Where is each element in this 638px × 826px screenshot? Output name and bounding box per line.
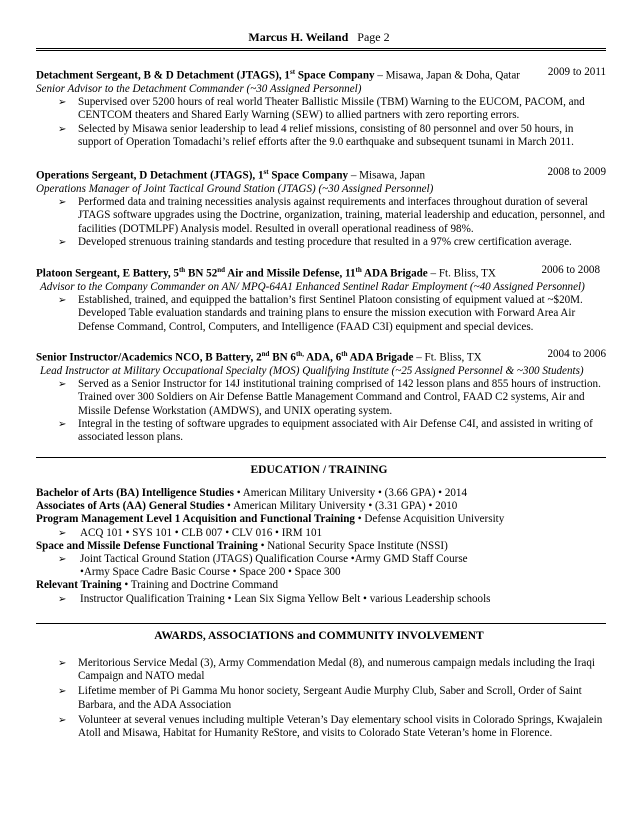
section-rule [36,457,606,458]
arrow-bullet-icon: ➢ [58,97,67,109]
arrow-bullet-icon: ➢ [58,593,67,605]
job-title-cont: BN 6 [269,351,296,364]
arrow-bullet-icon: ➢ [58,714,67,726]
ordinal: nd [217,266,226,274]
job-title: Platoon Sergeant, E Battery, 5 [36,267,179,280]
list-item [36,236,608,249]
bullet-text: Selected by Misawa senior leadership to lead 4 relief missions, consisting of 80 personnel and over 50 hours, in support of Operation Tomadachi’s relief efforts after the 9.0 earthquake and subsequent tsunami in March 2011. [78,122,574,148]
awards-section [36,657,608,740]
list-item [36,714,608,740]
ordinal: th, [295,350,304,358]
course-list: Instructor Qualification Training • Lean Six Sigma Yellow Belt • various Leadership schools [80,592,491,605]
header-rule [36,48,606,51]
bullet-text: Developed strenuous training standards and testing procedure that resulted in a 97% crew certification average. [78,235,572,248]
job-title-cont: BN 52 [185,267,218,280]
header-name: Marcus H. Weiland [248,30,349,44]
training-courses [36,593,608,606]
degree-details: • American Military University • (3.66 GPA) • 2014 [233,487,468,499]
arrow-bullet-icon: ➢ [58,554,67,566]
course-list: Joint Tactical Ground Station (JTAGS) Qualification Course •Army GMD Staff Course [80,553,468,566]
job-dates: 2008 to 2009 [547,166,606,178]
job-dates: 2004 to 2006 [547,348,606,360]
degree-details: • American Military University • (3.31 GPA) • 2010 [224,500,458,513]
job-location: – Misawa, Japan [348,169,426,182]
degree-title: Associates of Arts (AA) General Studies [36,500,225,513]
list-item [36,96,608,122]
training-courses [36,527,608,540]
degree-aa [36,500,608,513]
job-title-line [36,348,608,365]
list-item [36,294,608,334]
job-location: – Ft. Bliss, TX [413,351,482,364]
training-title: Relevant Training [36,579,122,592]
ordinal: th [341,350,348,358]
job-entry-1 [36,66,608,149]
job-title-cont: ADA, 6 [303,351,342,364]
arrow-bullet-icon: ➢ [58,236,67,248]
bullet-text: Served as a Senior Instructor for 14J institutional training comprised of 142 lesson plans and 855 hours of instruction. Trained over 300 Soldiers on Air Defense Battle Management Command and Control, FAAD C2 systems, Air and Missile Defense Workstation (AMDWS), and UNIX operating system. [78,378,601,417]
arrow-bullet-icon: ➢ [58,686,67,698]
list-item [36,657,608,683]
arrow-bullet-icon: ➢ [58,658,67,669]
list-item [36,378,608,418]
training-relevant [36,579,608,592]
bullet-text: Supervised over 5200 hours of real world Theater Ballistic Missile (TBM) Warning to the EUCOM, PACOM, and CENTCOM theaters and Shared Early Warning (SEW) to allied partners with zero reporting errors. [78,96,585,122]
training-space-missile [36,540,608,553]
job-title: Senior Instructor/Academics NCO, B Battery, 2 [36,351,262,364]
job-entry-3 [36,264,608,334]
header-page-number: Page 2 [357,30,390,44]
degree-ba [36,487,608,500]
awards-heading: AWARDS, ASSOCIATIONS and COMMUNITY INVOLVEMENT [154,630,484,642]
education-section [36,487,608,606]
arrow-bullet-icon: ➢ [58,123,67,135]
list-item [36,123,608,149]
list-item [36,418,608,444]
ordinal: th [355,266,362,274]
bullet-text: Integral in the testing of software upgrades to equipment associated with Air Defense C4I, and assisted in writing of associated lesson plans. [78,417,593,443]
ordinal: st [263,168,269,176]
job-title: Operations Sergeant, D Detachment (JTAGS), 1 [36,169,264,182]
course-list: ACQ 101 • SYS 101 • CLB 007 • CLV 016 • IRM 101 [80,526,323,539]
award-text: Lifetime member of Pi Gamma Mu honor society, Sergeant Audie Murphy Club, Saber and Scroll, Order of Saint Barbara, and the ADA Association [78,685,582,711]
training-details: • Defense Acquisition University [354,513,505,526]
arrow-bullet-icon: ➢ [58,379,67,391]
job-role: Operations Manager of Joint Tactical Ground Station (JTAGS) (~30 Assigned Personnel) [36,182,434,195]
job-title-cont: ADA Brigade [347,351,414,364]
job-title-line [36,264,608,281]
training-title: Program Management Level 1 Acquisition and Functional Training [36,513,355,526]
job-role: Senior Advisor to the Detachment Commander (~30 Assigned Personnel) [36,82,362,95]
job-dates: 2006 to 2008 [541,264,600,276]
arrow-bullet-icon: ➢ [58,295,67,307]
ordinal: nd [261,350,270,358]
education-heading: EDUCATION / TRAINING [250,464,388,476]
job-location: – Misawa, Japan & Doha, Qatar [374,69,520,82]
arrow-bullet-icon: ➢ [58,527,67,539]
training-program-management [36,513,608,526]
arrow-bullet-icon: ➢ [58,418,67,430]
training-courses-cont: •Army Space Cadre Basic Course • Space 200 • Space 300 [80,566,341,579]
job-location: – Ft. Bliss, TX [427,267,496,280]
bullet-text: Performed data and training necessities analysis against requirements and interfaces throughout duration of several JTAGS software upgrades using the Doctrine, organization, training, material leadership and education, personnel, and facilities (DOTMLPF) Analysis model. Resulted in overall operational readiness of 98%. [78,196,605,235]
training-details: • National Security Space Institute (NSSI) [257,539,448,552]
job-title-cont: Air and Missile Defense, 11 [225,267,356,280]
job-title-cont: Space Company [268,169,349,182]
list-item [36,196,608,236]
job-title-line [36,166,608,183]
arrow-bullet-icon: ➢ [58,197,67,209]
job-entry-4 [36,348,608,444]
job-role: Lead Instructor at Military Occupational Specialty (MOS) Qualifying Institute (~25 Assigned Personnel & ~300 Students) [40,364,584,377]
list-item [36,685,608,711]
job-title-line [36,66,608,83]
award-text: Meritorious Service Medal (3), Army Commendation Medal (8), and numerous campaign medals including the Iraqi Campaign and NATO medal [78,657,595,683]
job-entry-2 [36,166,608,249]
job-title-cont: Space Company [295,69,375,82]
ordinal: st [289,68,296,76]
job-title-cont: ADA Brigade [361,267,428,280]
training-title: Space and Missile Defense Functional Training [36,539,258,552]
section-rule [36,623,606,624]
job-dates: 2009 to 2011 [547,66,606,78]
degree-title: Bachelor of Arts (BA) Intelligence Studies [36,487,234,499]
bullet-text: Established, trained, and equipped the battalion’s first Sentinel Platoon consisting of equipment valued at ~$20M. Developed Table evaluation standards and training plans to ensure the mission execution with Forward Area Air Defense Command, Control, Computers, and Intelligence (FAAD C3I) equipment and special devices. [78,294,583,333]
job-title: Detachment Sergeant, B & D Detachment (JTAGS), 1 [36,69,290,82]
training-courses [36,553,608,566]
training-details: • Training and Doctrine Command [121,579,278,592]
ordinal: th [178,266,186,274]
job-role: Advisor to the Company Commander on AN/ MPQ-64A1 Enhanced Sentinel Radar Employment (~40 Assigned Personnel) [40,280,585,293]
award-text: Volunteer at several venues including multiple Veteran’s Day elementary school visits in Colorado Springs, Kwajalein Atoll and Misawa, Habitat for Humanity ReStore, and visits to Colorado State Veteran’s home in Florence. [78,713,603,740]
page-header [0,31,638,44]
